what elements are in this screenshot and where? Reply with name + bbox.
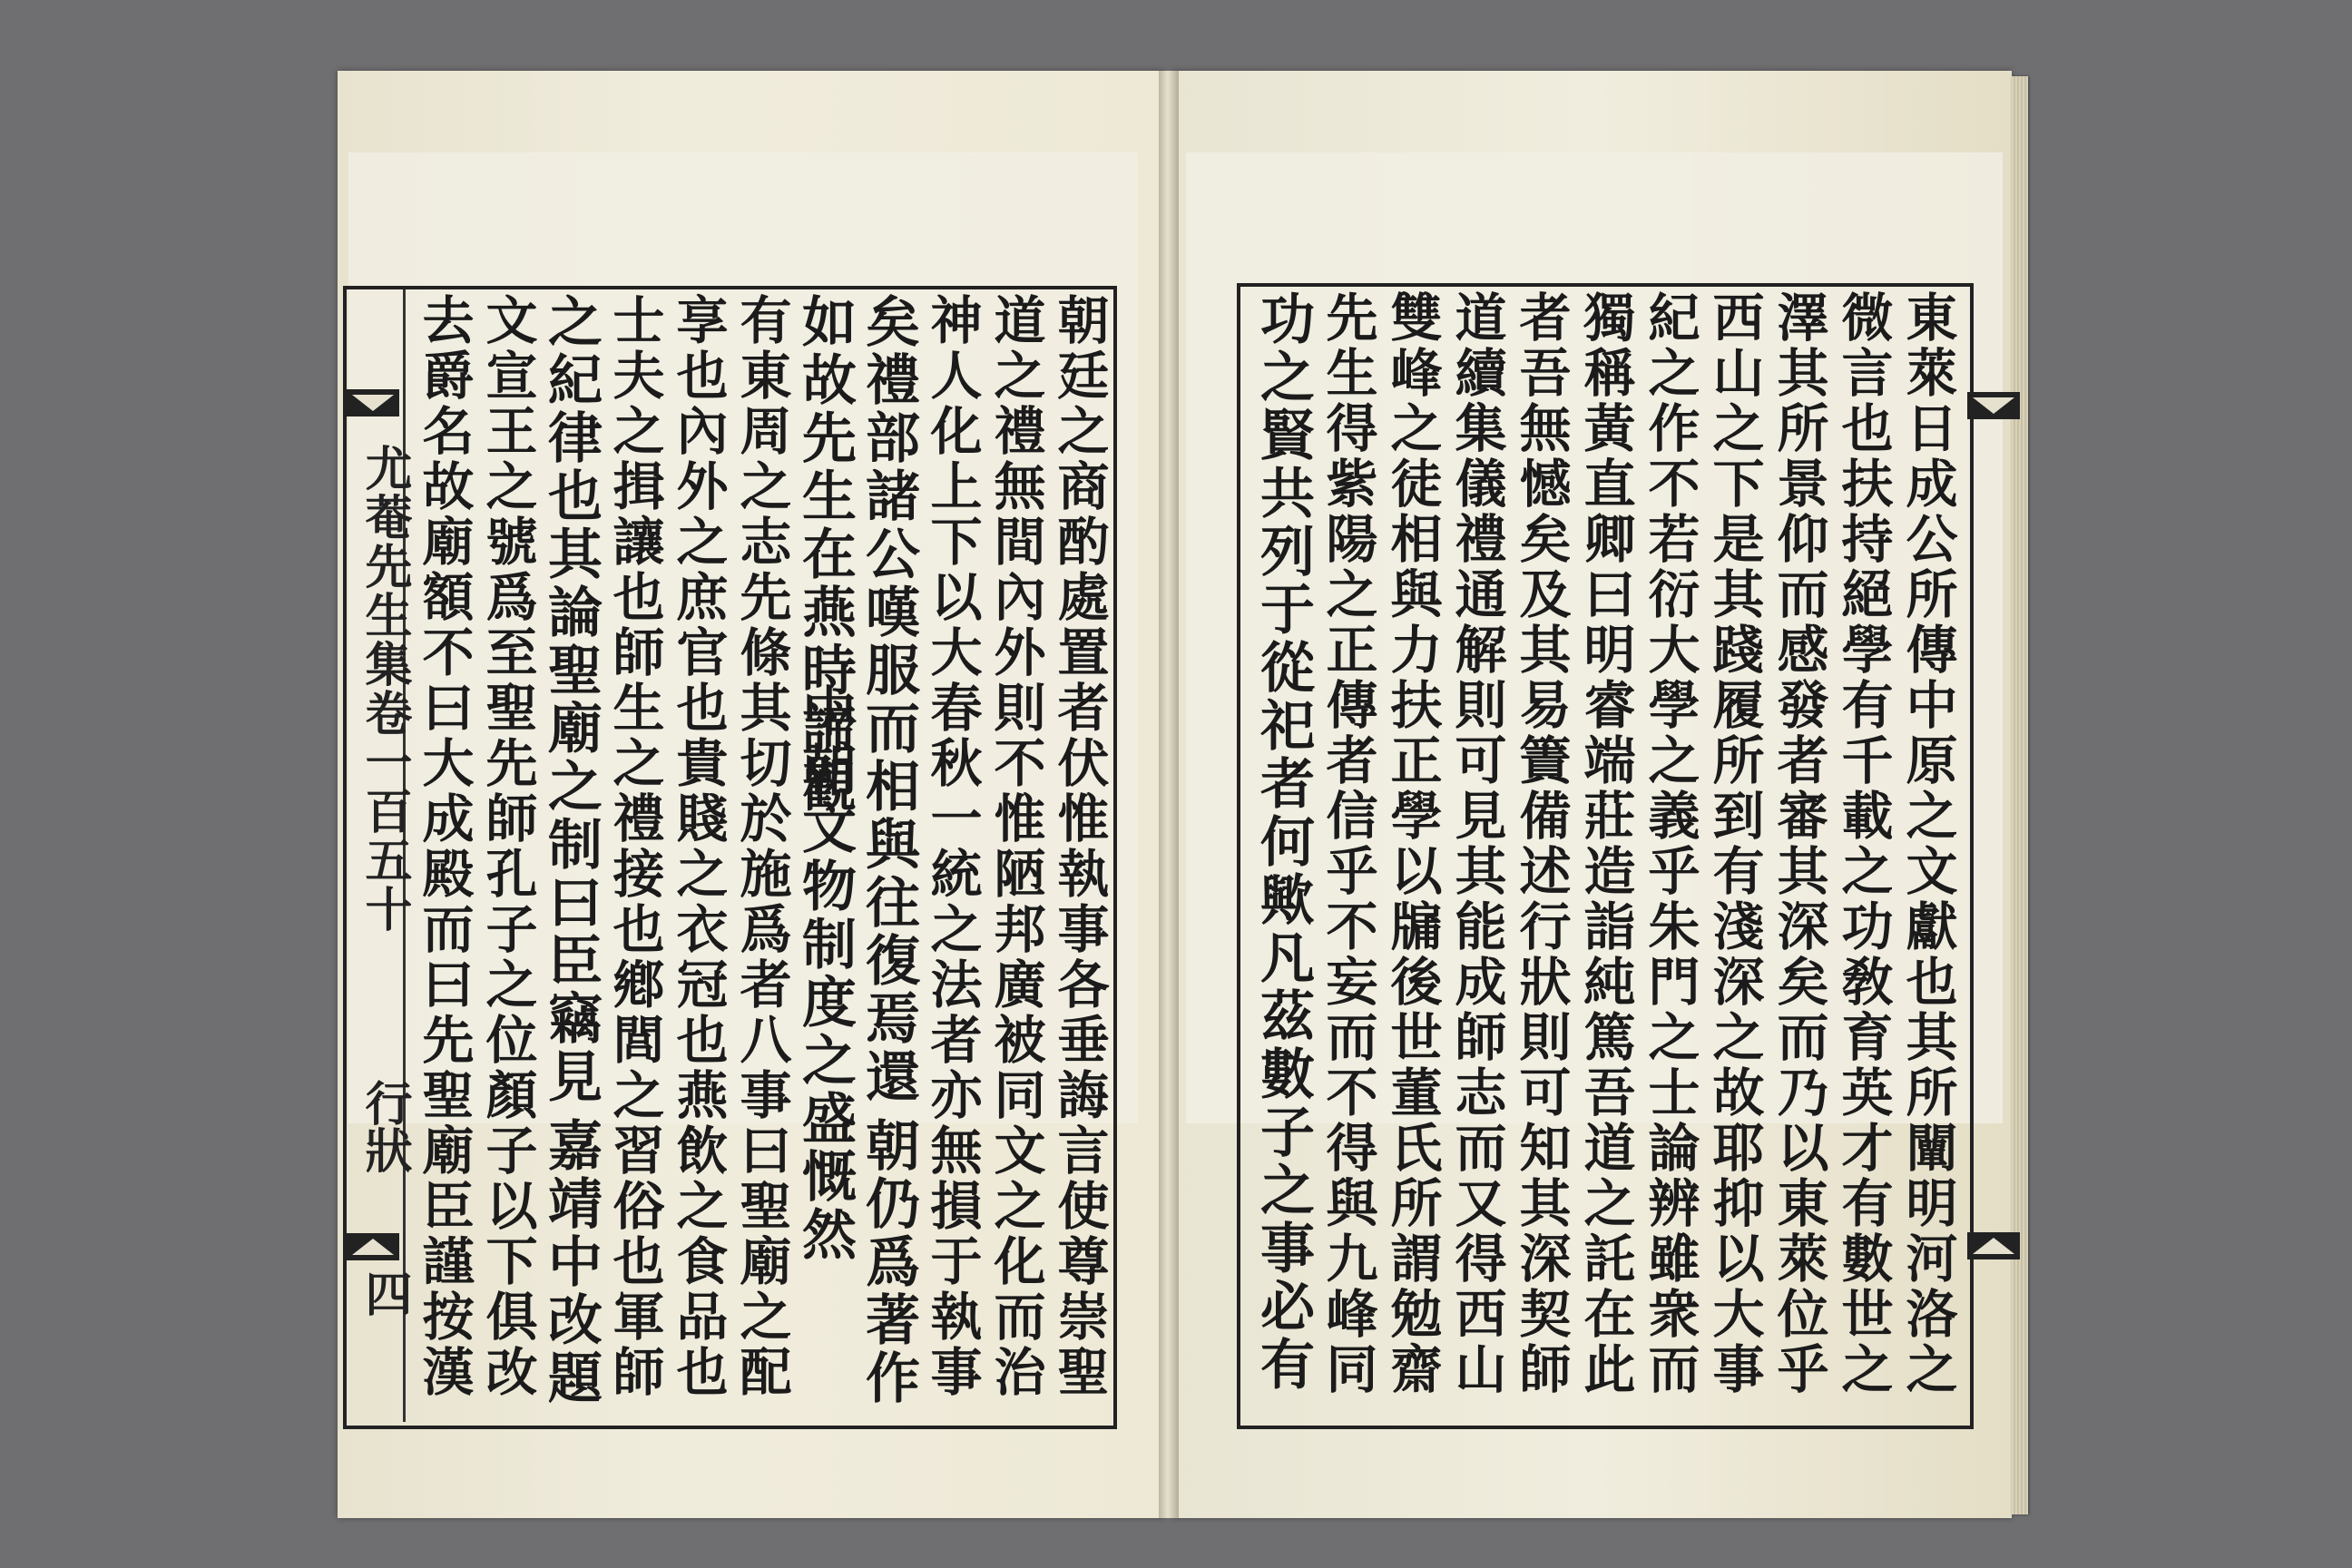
center-section: 行狀 <box>357 1079 412 1173</box>
left-column-1: 朝廷之商酌處置者伏惟執事各垂誨言使尊崇聖 <box>1049 293 1110 1400</box>
left-column-4-tail: 朝仍爲著作 <box>857 1117 920 1407</box>
right-column-11: 功之賢共列于從祀者何歟凡茲數子之事必有 <box>1251 290 1315 1394</box>
right-column-4: 西山之下是其踐履所到有淺深之故耶抑以大事 <box>1704 290 1765 1397</box>
right-column-7: 者吾無憾矣及其易簀備述行狀則可知其深契師 <box>1511 290 1572 1397</box>
left-column-9-tail: 嘉靖中改題 <box>539 1117 603 1407</box>
right-column-5: 紀之作不若衍大學之義乎朱門之士論辨雖衆而 <box>1640 290 1700 1397</box>
center-column <box>343 289 412 1422</box>
left-column-7: 享也內外之庶官也貴賤之衣冠也燕飲之食品也 <box>668 293 729 1400</box>
book-spine <box>1159 71 1179 1518</box>
fish-tail-right-bottom-icon <box>1967 1232 2020 1259</box>
center-title: 尤菴先生集卷一百五十 <box>357 444 412 934</box>
right-column-2: 微言也扶持絕學有千載之功敎育英才有數世之 <box>1833 290 1894 1397</box>
right-column-8: 道續集儀禮通解則可見其能成師志而又得西山 <box>1446 290 1507 1397</box>
left-column-6: 有東周之志先條其切於施爲者八事曰聖廟之配 <box>731 293 792 1400</box>
left-column-8: 士夫之揖讓也師生之禮接也鄕閭之習俗也軍師 <box>604 293 665 1400</box>
left-column-5-tail: 中朝文物制度之盛慨然 <box>793 683 857 1264</box>
right-column-1: 東萊日成公所傳中原之文獻也其所闡明河洛之 <box>1897 290 1958 1397</box>
fish-tail-bottom-icon <box>347 1233 399 1260</box>
left-column-11: 去爵名故廟額不曰大成殿而曰先聖廟臣謹按漢 <box>414 293 475 1400</box>
center-page-number: 四 <box>357 1269 412 1317</box>
left-page-text <box>405 293 1110 1418</box>
right-column-3: 澤其所景仰而感發者審其深矣而乃以東萊位乎 <box>1769 290 1829 1397</box>
right-column-9: 雙峰之徒相與力扶正學以牖後世董氏所謂勉齋 <box>1382 290 1443 1397</box>
right-column-10: 先生得紫陽之正傳者信乎不妄而不得與九峰同 <box>1318 290 1378 1397</box>
left-column-9: 之紀律也其論聖廟之制曰臣竊見 <box>539 293 603 1106</box>
left-column-5: 如故先生在燕時諦觀 <box>793 293 857 816</box>
fish-tail-right-top-icon <box>1967 392 2020 419</box>
right-column-6: 獨稱黃直卿曰明睿端莊造詣純篤吾道之託在此 <box>1575 290 1636 1397</box>
left-column-2: 道之禮無間內外則不惟陋邦廣被同文之化而治 <box>985 293 1046 1400</box>
right-page-text <box>1244 290 1961 1416</box>
page-edges <box>2012 76 2028 1514</box>
left-column-3: 神人化上下以大春秋一統之法者亦無損于執事 <box>922 293 983 1400</box>
fish-tail-top-icon <box>347 389 399 416</box>
left-column-10: 文宣王之號爲至聖先師孔子之位顏子以下俱改 <box>477 293 538 1400</box>
left-column-4: 矣禮部諸公嘆服而相與往復焉還 <box>857 293 920 1106</box>
